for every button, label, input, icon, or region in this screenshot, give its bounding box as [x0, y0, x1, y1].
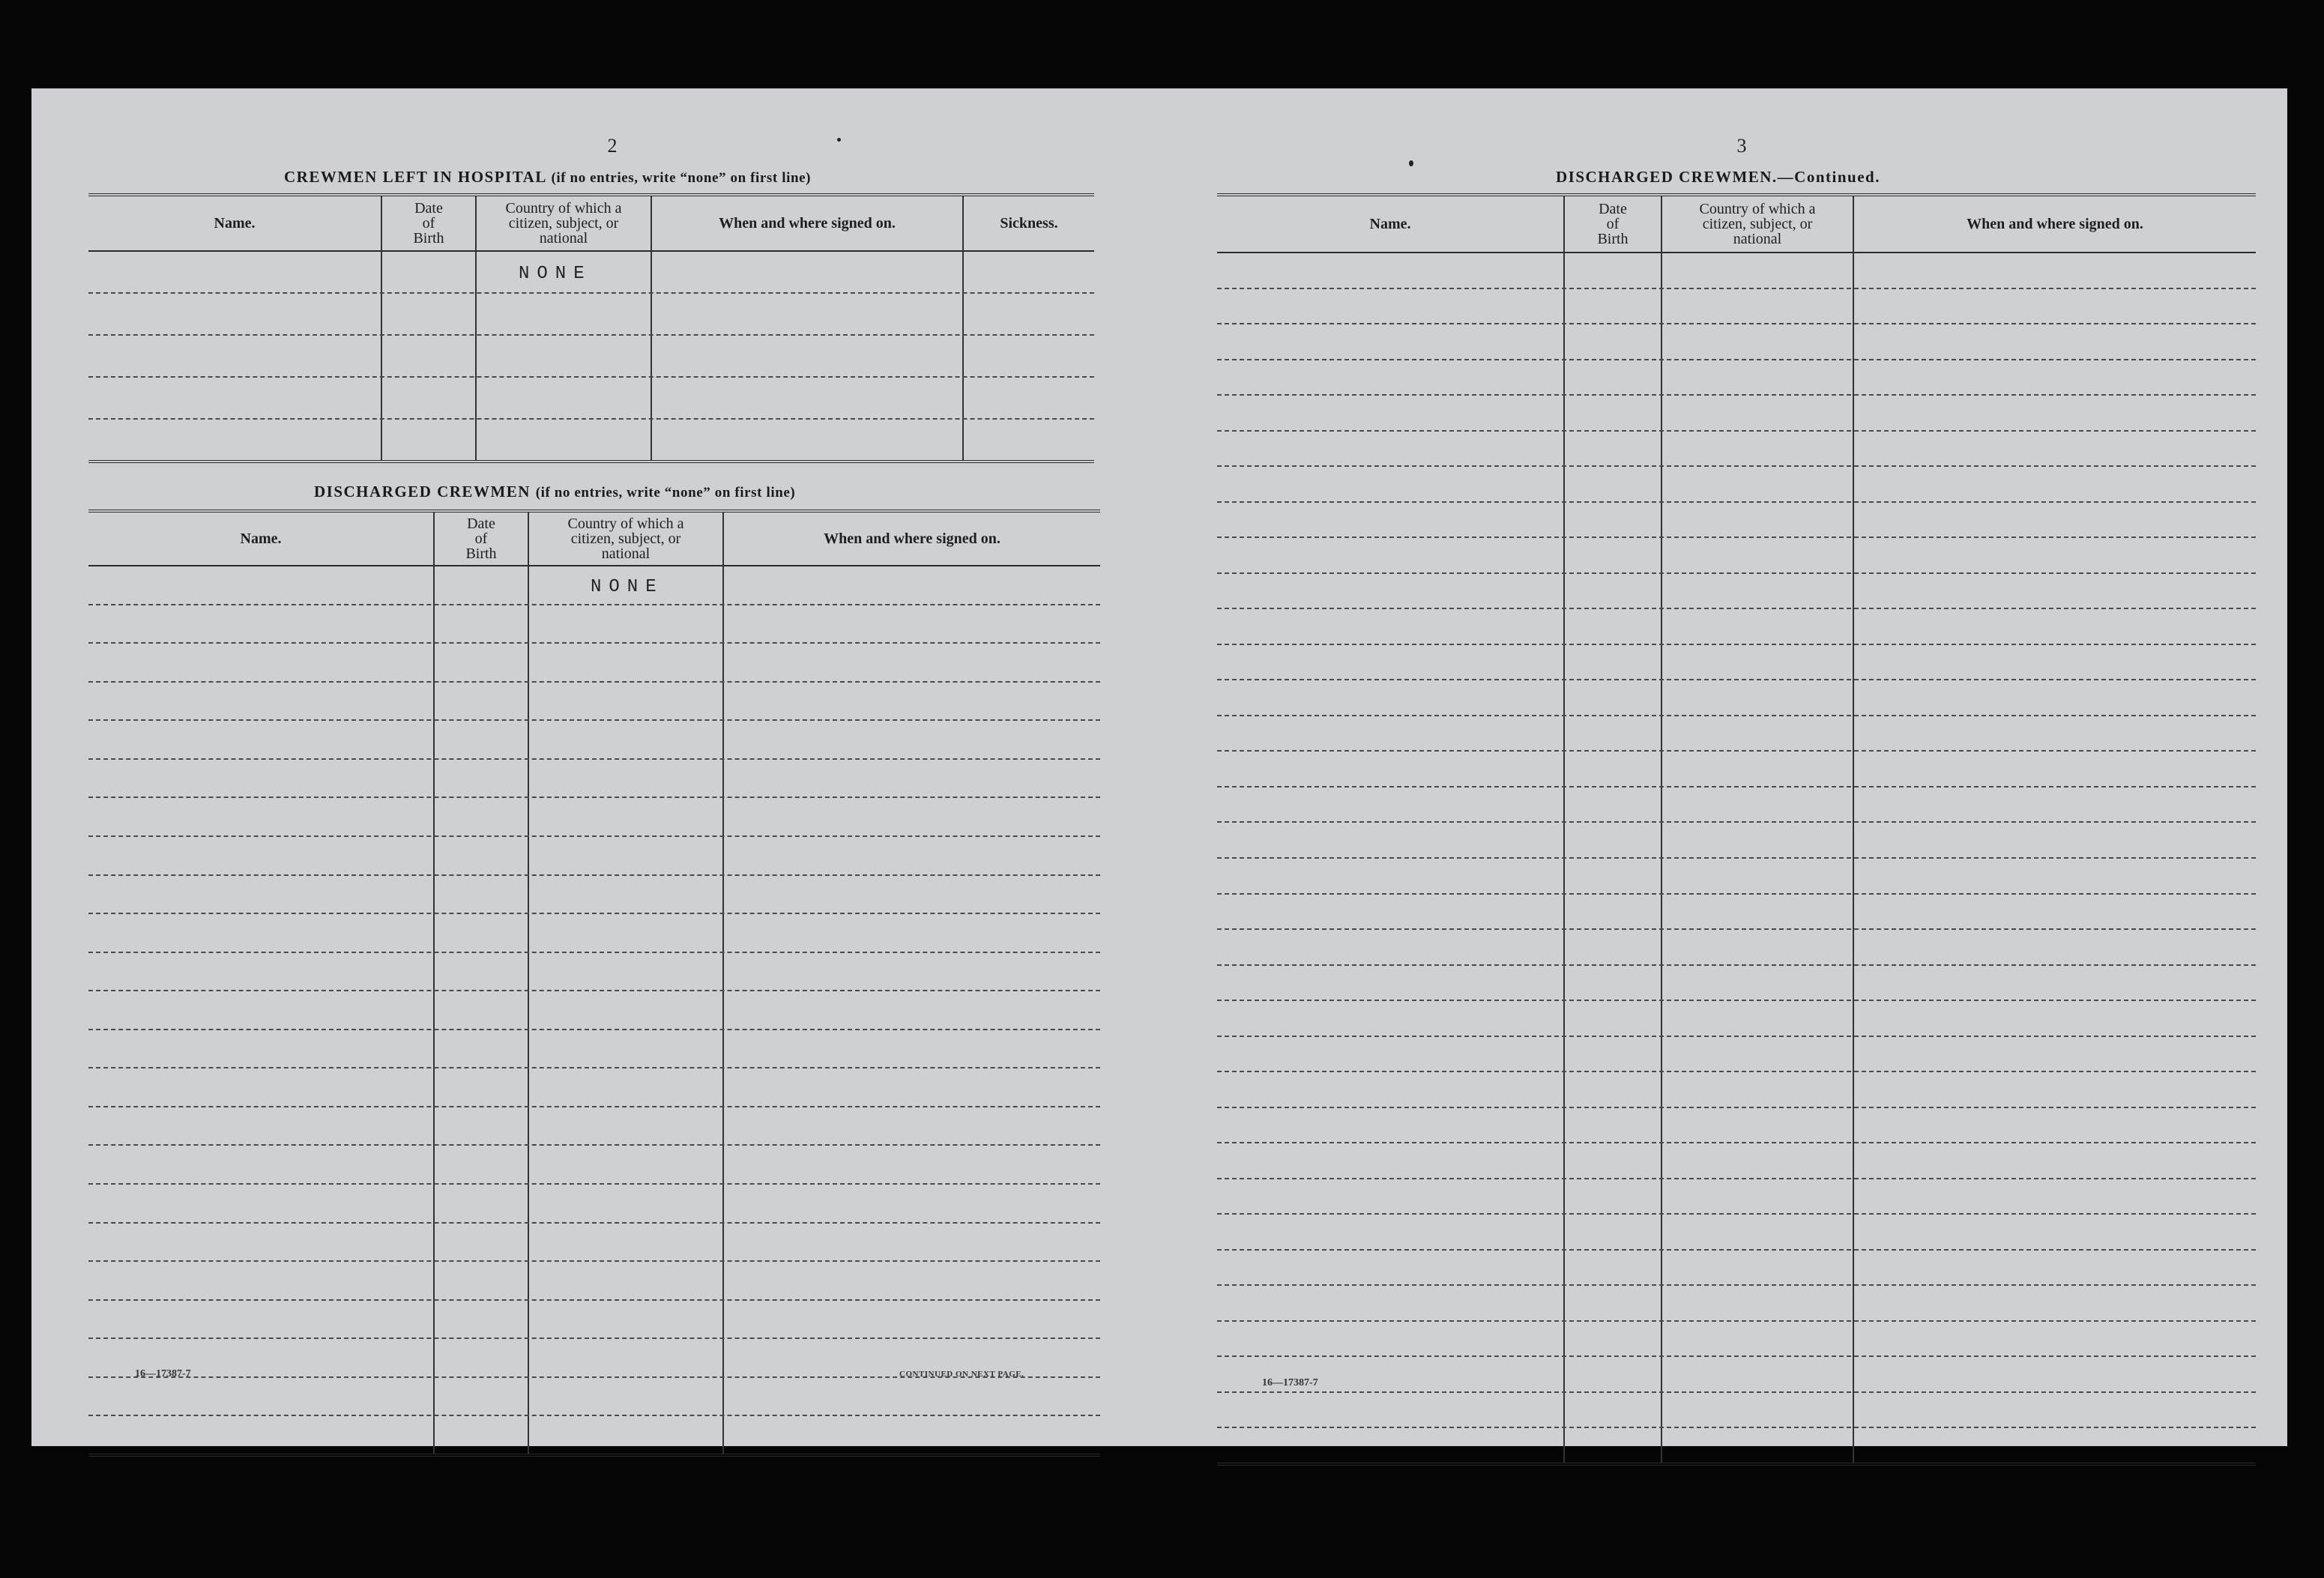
- ruled-line: [1217, 394, 2256, 396]
- ruled-line: [88, 874, 1100, 876]
- right-col-date-of-birth: Date of Birth: [1597, 201, 1629, 247]
- ruled-line: [1217, 928, 2256, 930]
- hospital-col-country: Country of which a citizen, subject, or national: [505, 200, 622, 247]
- ruled-line: [1217, 893, 2256, 895]
- right-form-number: 16—17387-7: [1262, 1377, 1318, 1388]
- right-table-header: [1217, 196, 2256, 253]
- ruled-line: [1217, 644, 2256, 645]
- ruled-line: [88, 604, 1100, 605]
- discharged-col-date-of-birth: Date of Birth: [465, 516, 497, 562]
- ruled-line: [88, 376, 1094, 378]
- ruled-line: [1217, 1213, 2256, 1215]
- left-form-number: 16—17387-7: [135, 1368, 191, 1379]
- discharged-title-text: DISCHARGED CREWMEN: [314, 483, 531, 501]
- ruled-line: [88, 642, 1100, 644]
- right-col-country: Country of which a citizen, subject, or national: [1699, 201, 1816, 247]
- ruled-line: [88, 418, 1094, 420]
- ruled-line: [88, 1299, 1100, 1301]
- discharged-continued-table: [1217, 193, 2256, 1466]
- discharged-table: [88, 510, 1100, 1457]
- page-mark: [837, 138, 841, 142]
- hospital-title-text: CREWMEN LEFT IN HOSPITAL: [284, 168, 546, 186]
- discharged-title-instruction: (if no entries, write “none” on first line): [535, 485, 796, 501]
- ruled-line: [1217, 359, 2256, 360]
- ruled-line: [1217, 1036, 2256, 1037]
- right-section-title: DISCHARGED CREWMEN.—Continued.: [1556, 168, 1880, 186]
- ruled-line: [1217, 608, 2256, 609]
- ruled-line: [1217, 1320, 2256, 1322]
- ruled-line: [88, 334, 1094, 336]
- ruled-line: [1217, 1142, 2256, 1143]
- hospital-table: [88, 193, 1094, 463]
- hospital-title-instruction: (if no entries, write “none” on first line): [551, 170, 812, 186]
- document-sheet: [31, 88, 2287, 1446]
- right-col-signed-on: When and where signed on.: [1967, 216, 2143, 232]
- ruled-line: [88, 1106, 1100, 1107]
- ruled-line: [88, 913, 1100, 914]
- ruled-line: [88, 719, 1100, 721]
- hospital-col-sickness: Sickness.: [1000, 215, 1058, 232]
- ruled-line: [1217, 715, 2256, 716]
- hospital-section-title: [284, 168, 811, 187]
- discharged-table-header: [88, 513, 1100, 566]
- ruled-line: [88, 681, 1100, 683]
- ruled-line: [1217, 1249, 2256, 1251]
- ruled-line: [1217, 501, 2256, 503]
- ruled-line: [88, 1337, 1100, 1339]
- ruled-line: [1217, 786, 2256, 788]
- ruled-line: [88, 1183, 1100, 1185]
- ruled-line: [88, 1222, 1100, 1224]
- hospital-col-name: Name.: [214, 215, 256, 232]
- ruled-line: [88, 1029, 1100, 1030]
- ruled-line: [1217, 1178, 2256, 1179]
- ruled-line: [1217, 750, 2256, 752]
- ruled-line: [1217, 857, 2256, 859]
- discharged-col-country: Country of which a citizen, subject, or national: [567, 516, 684, 562]
- ruled-line: [88, 758, 1100, 760]
- discharged-section-title: [314, 483, 795, 501]
- hospital-none-entry: NONE: [519, 264, 592, 284]
- ruled-line: [1217, 323, 2256, 324]
- ruled-line: [1217, 1107, 2256, 1108]
- ruled-line: [1217, 821, 2256, 823]
- ruled-line: [1217, 288, 2256, 289]
- ruled-line: [1217, 1000, 2256, 1001]
- ruled-line: [1217, 1391, 2256, 1393]
- ruled-line: [88, 952, 1100, 953]
- right-col-name: Name.: [1369, 216, 1411, 232]
- continued-on-next-page: CONTINUED ON NEXT PAGE.: [899, 1370, 1024, 1379]
- ruled-line: [88, 1067, 1100, 1068]
- ruled-line: [88, 1144, 1100, 1146]
- ruled-line: [88, 1260, 1100, 1262]
- right-rows: [1217, 252, 2256, 1463]
- ruled-line: [1217, 1071, 2256, 1072]
- ruled-line: [1217, 1427, 2256, 1428]
- ruled-line: [1217, 430, 2256, 432]
- discharged-rows: [88, 565, 1100, 1454]
- ruled-line: [88, 835, 1100, 837]
- ruled-line: [1217, 679, 2256, 680]
- ruled-line: [88, 990, 1100, 991]
- ruled-line: [88, 1415, 1100, 1416]
- ruled-line: [1217, 536, 2256, 538]
- hospital-col-date-of-birth: Date of Birth: [413, 200, 444, 247]
- ruled-line: [88, 796, 1100, 798]
- ruled-line: [1217, 465, 2256, 467]
- ruled-line: [88, 292, 1094, 294]
- discharged-none-entry: NONE: [591, 577, 664, 597]
- right-page-number: 3: [1736, 135, 1747, 157]
- hospital-col-signed-on: When and where signed on.: [719, 215, 896, 232]
- ruled-line: [1217, 1355, 2256, 1357]
- page-mark: [1409, 160, 1413, 166]
- left-page-number: 2: [607, 135, 618, 157]
- discharged-col-name: Name.: [240, 530, 282, 547]
- ruled-line: [1217, 1284, 2256, 1286]
- discharged-col-signed-on: When and where signed on.: [824, 530, 1000, 547]
- ruled-line: [1217, 572, 2256, 574]
- ruled-line: [1217, 964, 2256, 966]
- hospital-table-header: [88, 196, 1094, 252]
